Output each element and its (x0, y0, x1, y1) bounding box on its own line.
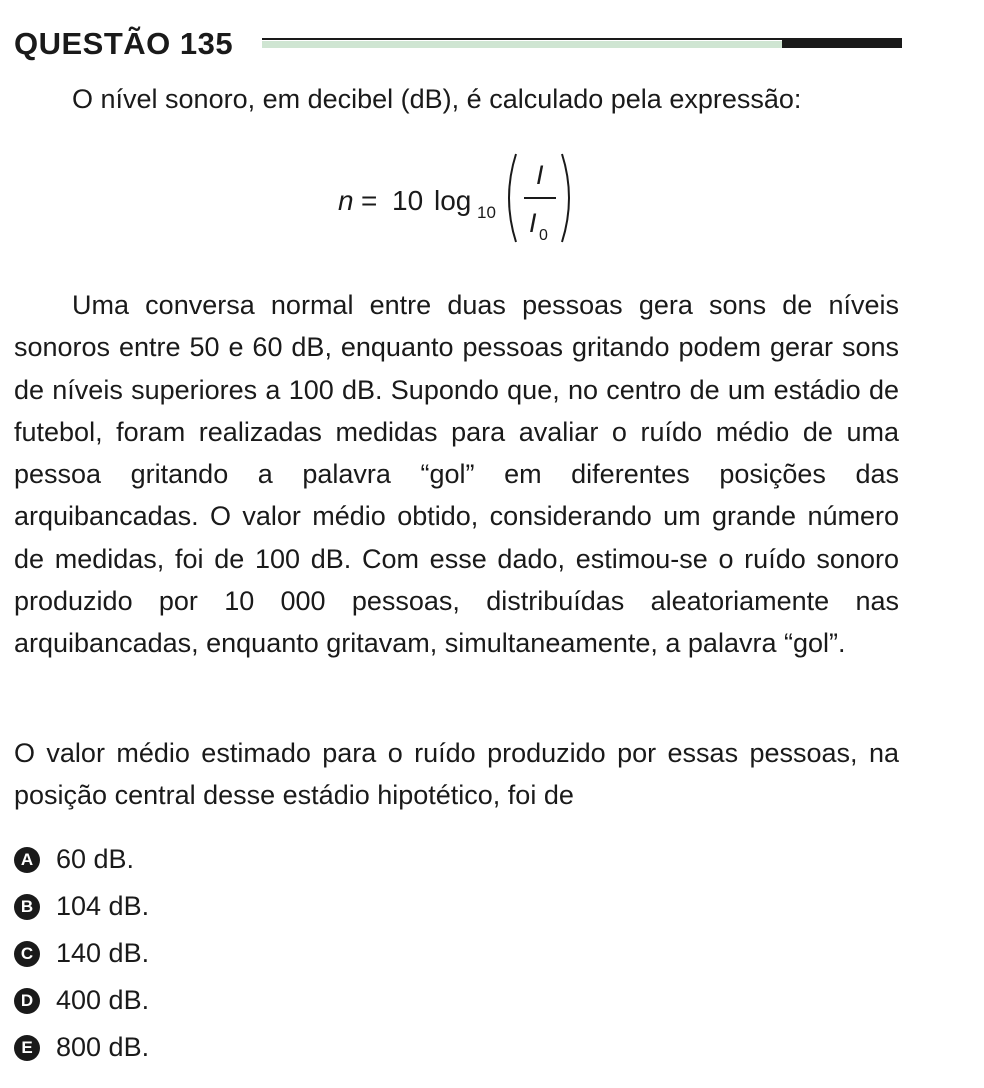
option-b-text: 104 dB. (56, 891, 150, 921)
option-d-text: 400 dB. (56, 985, 150, 1015)
option-a-text: 60 dB. (56, 844, 135, 874)
formula-numerator: I (536, 160, 544, 190)
option-b[interactable] (14, 883, 149, 930)
formula-svg (336, 150, 596, 250)
header-rule-green-band (262, 41, 782, 48)
question-header (14, 22, 904, 62)
decibel-formula (336, 150, 596, 250)
option-b-badge-icon: B (14, 894, 40, 920)
answer-options (14, 836, 149, 1071)
question-paragraph: Uma conversa normal entre duas pessoas gera sons de níveis sonoros entre 50 e 60 dB, enquanto pessoas gritando podem gerar sons de níveis superiores a 100 dB. Supondo que, no centro de um estádio de futebol, foram realizadas medidas para avaliar o ruído médio de uma pessoa gritando a palavra “gol” em diferentes posições das arquibancadas. O valor médio obtido, considerando um grande número de medidas, foi de 100 dB. Com esse dado, estimou-se o ruído sonoro produzido por 10 000 pessoas, distribuídas aleatoriamente nas arquibancadas, enquanto gritavam, simultaneamente, a palavra “gol”. (14, 290, 899, 659)
formula-denominator: I (529, 208, 537, 238)
option-a[interactable] (14, 836, 149, 883)
option-d-badge-icon: D (14, 988, 40, 1014)
option-e[interactable] (14, 1024, 149, 1071)
option-d[interactable] (14, 977, 149, 1024)
formula-lhs: n (338, 185, 354, 216)
formula-log: log (434, 185, 472, 216)
formula-equals: = (361, 185, 378, 216)
formula-coefficient: 10 (392, 185, 424, 216)
header-rule (262, 38, 902, 48)
intro-text: O nível sonoro, em decibel (dB), é calculado pela expressão: (72, 84, 802, 114)
question-title: QUESTÃO 135 (14, 26, 234, 61)
formula-denominator-sub: 0 (539, 227, 548, 244)
option-a-badge-icon: A (14, 847, 40, 873)
formula-right-paren (562, 154, 569, 242)
header-rule-thin-line (262, 38, 782, 40)
option-c[interactable] (14, 930, 149, 977)
option-c-badge-icon: C (14, 941, 40, 967)
formula-left-paren (509, 154, 516, 242)
option-c-text: 140 dB. (56, 938, 150, 968)
option-e-badge-icon: E (14, 1035, 40, 1061)
option-e-text: 800 dB. (56, 1032, 150, 1062)
header-rule-thick-bar (782, 38, 902, 48)
formula-log-base: 10 (477, 203, 496, 222)
question-prompt: O valor médio estimado para o ruído produzido por essas pessoas, na posição central desse estádio hipotético, foi de (14, 738, 899, 810)
